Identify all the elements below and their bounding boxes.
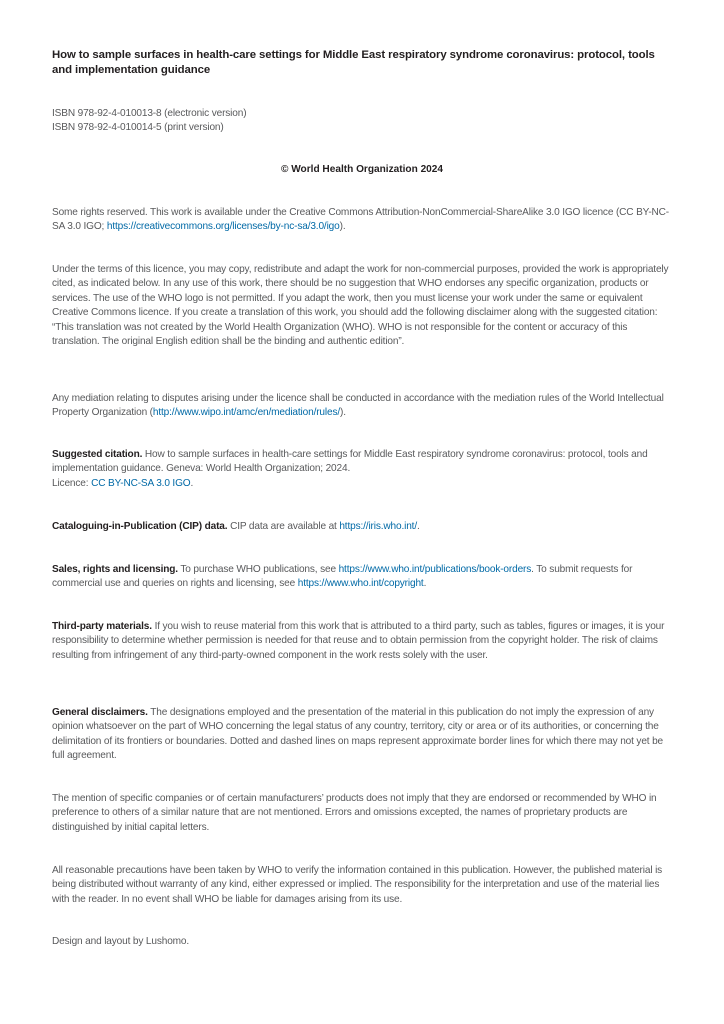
- cip-end: .: [416, 521, 420, 532]
- rights-text-end: ).: [339, 221, 346, 233]
- cip-lead: Cataloguing-in-Publication (CIP) data.: [52, 521, 228, 532]
- licence-label: Licence:: [52, 477, 92, 489]
- rights-paragraph: [52, 206, 674, 235]
- copyright-link[interactable]: https://www.who.int/copyright: [297, 578, 424, 590]
- citation-lead: Suggested citation.: [52, 449, 143, 460]
- citation-end: .: [190, 477, 194, 489]
- sales-text-b: . To submit requests for commercial use and queries on rights and licensing, see: [52, 564, 633, 590]
- citation-text: How to sample surfaces in health-care settings for Middle East respiratory syndrome coronavirus: protocol, tools and implementation guidance. Geneva: World Health Organization; 2024.: [52, 449, 648, 475]
- copyright-notice: © World Health Organization 2024: [280, 164, 444, 175]
- sales-end: .: [423, 578, 427, 590]
- citation-paragraph: [52, 448, 674, 491]
- terms-paragraph: Under the terms of this licence, you may copy, redistribute and adapt the work for non-commercial purposes, provided the work is appropriately cited, as indicated below. In any use of this work, there should be no suggestion that WHO endorses any specific organization, products or services. The use of the WHO logo is not permitted. If you adapt the work, then you must license your work under the same or equivalent Creative Commons licence. If you create a translation of this work, you should add the following disclaimer along with the suggested citation: “This translation was not created by the World Health Organization (WHO). WHO is not responsible for the content or accuracy of this translation. The original English edition shall be the binding and authentic edition”.: [52, 264, 669, 348]
- mediation-text-end: ).: [340, 407, 346, 419]
- document-title: How to sample surfaces in health-care settings for Middle East respiratory syndrome coronavirus: protocol, tools and implementation guidance: [52, 49, 655, 76]
- third-party-text: If you wish to reuse material from this work that is attributed to a third party, such as tables, figures or images, it is your responsibility to determine whether permission is needed for that reuse and to obtain permission from the copyright holder. The risk of claims resulting from infringement of any third-party-owned component in the work rests solely with the user.: [52, 621, 665, 661]
- disclaimers-text: The designations employed and the presentation of the material in this publication do not imply the expression of any opinion whatsoever on the part of WHO concerning the legal status of any country, territory, city or area or of its authorities, or concerning the delimitation of its frontiers or boundaries. Dotted and dashed lines on maps represent approximate border lines for which there may not yet be full agreement.: [52, 707, 664, 762]
- licence-link[interactable]: CC BY-NC-SA 3.0 IGO: [91, 477, 191, 489]
- disclaimers-lead: General disclaimers.: [52, 707, 148, 718]
- design-credit: Design and layout by Lushomo.: [52, 936, 190, 947]
- title-block: [52, 48, 672, 78]
- sales-paragraph: [52, 563, 674, 592]
- third-party-paragraph: [52, 620, 674, 663]
- mediation-paragraph: [52, 392, 674, 421]
- mediation-text: Any mediation relating to disputes arising under the licence shall be conducted in accordance with the mediation rules of the World Intellectual Property Organization (: [52, 393, 664, 419]
- isbn-print: ISBN 978-92-4-010014-5 (print version): [52, 122, 224, 134]
- sales-text: To purchase WHO publications, see: [177, 564, 339, 575]
- rights-text: Some rights reserved. This work is available under the Creative Commons Attribution-NonCommercial-ShareAlike 3.0 IGO licence (CC BY-NC-SA 3.0 IGO;: [52, 207, 670, 233]
- book-orders-link[interactable]: https://www.who.int/publications/book-orders: [338, 564, 532, 575]
- cip-text: CIP data are available at: [227, 521, 340, 532]
- isbn-electronic: ISBN 978-92-4-010013-8 (electronic version): [52, 108, 247, 119]
- iris-link[interactable]: https://iris.who.int/: [339, 521, 417, 532]
- third-party-lead: Third-party materials.: [52, 621, 152, 632]
- sales-lead: Sales, rights and licensing.: [52, 564, 178, 575]
- disclaimers-paragraph: [52, 706, 674, 764]
- wipo-link[interactable]: http://www.wipo.int/amc/en/mediation/rules/: [152, 407, 341, 419]
- precautions-paragraph: All reasonable precautions have been taken by WHO to verify the information contained in this publication. However, the published material is being distributed without warranty of any kind, either expressed or implied. The responsibility for the interpretation and use of the material lies with the reader. In no event shall WHO be liable for damages arising from its use.: [52, 865, 663, 905]
- isbn-block: [52, 107, 674, 136]
- cip-paragraph: [52, 520, 674, 534]
- companies-paragraph: The mention of specific companies or of certain manufacturers’ products does not imply that they are endorsed or recommended by WHO in preference to others of a similar nature that are not mentioned. Errors and omissions excepted, the names of proprietary products are distinguished by initial capital letters.: [52, 793, 657, 833]
- cc-licence-link[interactable]: https://creativecommons.org/licenses/by-nc-sa/3.0/igo: [106, 221, 340, 233]
